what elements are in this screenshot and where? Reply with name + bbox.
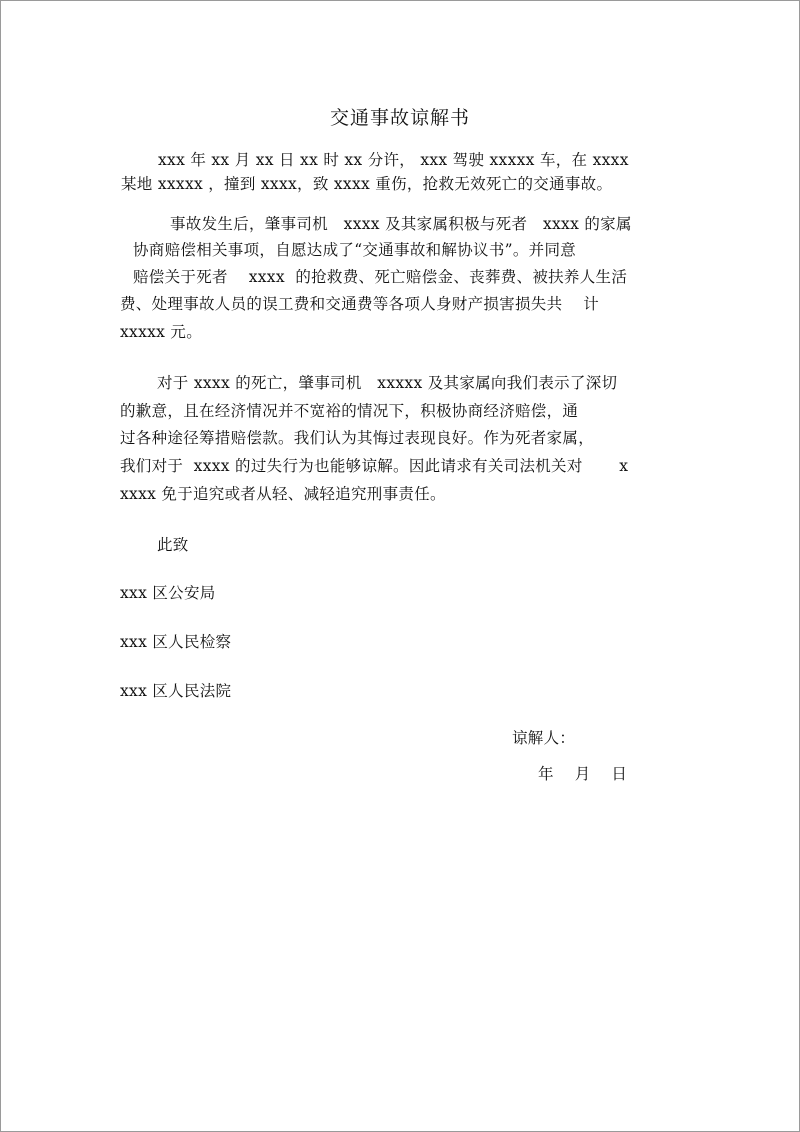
document-title: 交通事故谅解书 bbox=[329, 107, 470, 129]
salutation: 此致 bbox=[157, 536, 189, 554]
paragraph-2-line-2: 协商赔偿相关事项，自愿达成了“交通事故和解协议书”。并同意 bbox=[133, 241, 577, 259]
paragraph-2-line-1: 事故发生后，肇事司机 xxxx 及其家属积极与死者 xxxx 的家属 bbox=[170, 215, 632, 233]
paragraph-3-line-3: 过各种途径筹措赔偿款。我们认为其悔过表现良好。作为死者家属， bbox=[120, 429, 595, 447]
paragraph-1-line-2: 某地 xxxxx ，撞到 xxxx，致 xxxx 重伤，抢救无效死亡的交通事故。 bbox=[121, 175, 613, 193]
recipient-public-security: xxx 区公安局 bbox=[120, 584, 216, 602]
paragraph-3-line-2: 的歉意，且在经济情况并不宽裕的情况下，积极协商经济赔偿，通 bbox=[120, 402, 579, 420]
paragraph-2-line-4: 费、处理事故人员的误工费和交通费等各项人身财产损害损失共 计 bbox=[120, 295, 600, 313]
paragraph-2-line-5: xxxxx 元。 bbox=[120, 323, 203, 341]
paragraph-1-line-1: xxx 年 xx 月 xx 日 xx 时 xx 分许， xxx 驾驶 xxxxx 车，在 xxxx bbox=[158, 151, 629, 169]
paragraph-3-line-5: xxxx 免于追究或者从轻、减轻追究刑事责任。 bbox=[120, 485, 446, 503]
paragraph-3-line-4: 我们对于 xxxx 的过失行为也能够谅解。因此请求有关司法机关对 x bbox=[120, 457, 629, 475]
paragraph-2-line-3: 赔偿关于死者 xxxx 的抢救费、死亡赔偿金、丧葬费、被扶养人生活 bbox=[133, 268, 628, 286]
paragraph-3-line-1: 对于 xxxx 的死亡，肇事司机 xxxxx 及其家属向我们表示了深切 bbox=[157, 374, 618, 392]
signature-label: 谅解人： bbox=[512, 729, 576, 747]
date-line: 年 月 日 bbox=[538, 765, 628, 783]
recipient-court: xxx 区人民法院 bbox=[120, 682, 232, 700]
recipient-procuratorate: xxx 区人民检察 bbox=[120, 633, 232, 651]
